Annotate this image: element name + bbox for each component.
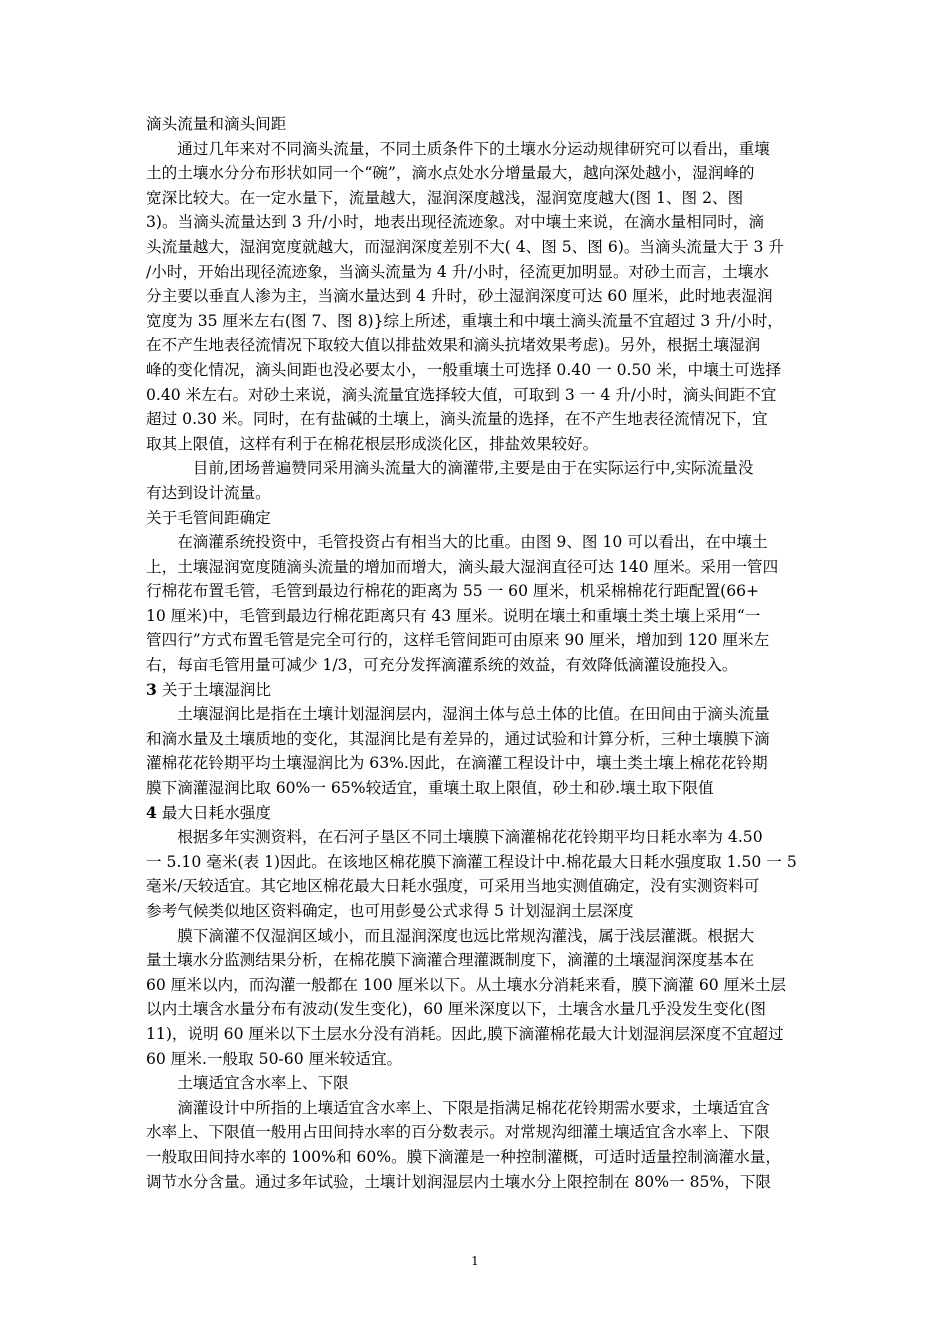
section-heading-lateral-spacing: 关于毛管间距确定 <box>146 508 271 527</box>
text-line: 头流量越大，湿润宽度就越大，而湿润深度差别不大( 4、图 5、图 6)。当滴头流量大于 3 升 <box>146 237 785 256</box>
text-line: 管四行”方式布置毛管是完全可行的，这样毛管间距可由原来 90 厘米，增加到 120 厘米左 <box>146 631 770 650</box>
section-heading-max-water-use <box>146 801 808 826</box>
section-dripper-flow <box>146 137 808 506</box>
section-moisture-limits <box>146 1096 808 1194</box>
page-number: 1 <box>471 1254 479 1268</box>
text-line: 分主要以垂直人渗为主，当滴水量达到 4 升时，砂土湿润深度可达 60 厘米，此时地表湿润 <box>146 287 773 306</box>
text-line: 毫米/天较适宜。其它地区棉花最大日耗水强度，可采用当地实测值确定，没有实测资料可 <box>146 877 760 896</box>
text-line: 3)。当滴头流量达到 3 升/小时，地表出现径流迹象。对中壤土来说，在滴水量相同时，滴 <box>146 213 765 232</box>
text-line: 超过 0.30 米。同时，在有盐碱的土壤上，滴头流量的选择，在不产生地表径流情况下，宜 <box>146 410 768 429</box>
text-line: 土壤湿润比是指在土壤计划湿润层内，湿润土体与总土体的比值。在田间由于滴头流量 <box>146 705 770 724</box>
text-line: 有达到设计流量。 <box>146 483 271 502</box>
text-line: 60 厘米.一般取 50-60 厘米较适宜。 <box>146 1049 403 1068</box>
text-line: 60 厘米以内，而沟灌一般都在 100 厘米以下。从土壤水分消耗来看，膜下滴灌 60 厘米土层 <box>146 975 787 994</box>
text-line: 一 5.10 毫米(表 1)因此。在该地区棉花膜下滴灌工程设计中.棉花最大日耗水强度取 1.50 一 5 <box>146 852 797 871</box>
text-line: 11)，说明 60 厘米以下土层水分没有消耗。因此,膜下滴灌棉花最大计划湿润层深度不宜超过 <box>146 1024 784 1043</box>
text-line: 宽深比较大。在一定水量下，流量越大，湿润深度越浅，湿润宽度越大(图 1、图 2、图 <box>146 188 744 207</box>
section-heading-wetting-ratio <box>146 678 808 703</box>
section-heading-moisture-limits: 土壤适宜含水率上、下限 <box>146 1074 349 1093</box>
text-line: 调节水分含量。通过多年试验，土壤计划润湿层内土壤水分上限控制在 80%一 85%，下限 <box>146 1172 772 1191</box>
section-number: 3 <box>146 679 157 699</box>
text-line: 0.40 米左右。对砂土来说，滴头流量宜选择较大值，可取到 3 一 4 升/小时，滴头间距不宜 <box>146 385 777 404</box>
text-line: 宽度为 35 厘米左右(图 7、图 8)}综上所述，重壤土和中壤土滴头流量不宜超过 3 升/小时， <box>146 311 783 330</box>
text-line: 右，每亩毛管用量可减少 1/3，可充分发挥滴灌系统的效益，有效降低滴灌设施投入。 <box>146 656 738 675</box>
text-line: 量土壤水分监测结果分析，在棉花膜下滴灌合理灌溉制度下，滴灌的土壤湿润深度基本在 <box>146 951 755 970</box>
document-body <box>146 112 808 1194</box>
section-title: 最大日耗水强度 <box>156 803 271 822</box>
text-line: 一般取田间持水率的 100%和 60%。膜下滴灌是一种控制灌概，可适时适量控制滴灌水量， <box>146 1147 781 1166</box>
text-line: 水率上、下限值一般用占田间持水率的百分数表示。对常规沟细灌土壤适宜含水率上、下限 <box>146 1123 770 1142</box>
text-line: 膜下滴灌不仅湿润区域小，而且湿润深度也远比常规沟灌浅，属于浅层灌溉。根据大 <box>146 926 755 945</box>
text-line: 和滴水量及土壤质地的变化，其湿润比是有差异的，通过试验和计算分析，三种土壤膜下滴 <box>146 729 770 748</box>
text-line: 在不产生地表径流情况下取较大值以排盐效果和滴头抗堵效果考虑)。另外，根据土壤湿润 <box>146 336 761 355</box>
text-line: 参考气候类似地区资料确定，也可用彭曼公式求得 5 计划湿润土层深度 <box>146 902 634 920</box>
section-title: 关于土壤湿润比 <box>156 680 271 699</box>
text-line: 以内土壤含水量分布有波动(发生变化)，60 厘米深度以下，土壤含水量几乎没发生变化(图 <box>146 1000 767 1019</box>
text-line: 取其上限值，这样有利于在棉花根层形成淡化区，排盐效果较好。 <box>146 434 599 453</box>
text-line: 峰的变化情况，滴头间距也没必要太小，一般重壤土可选择 0.40 一 0.50 米，中壤土可选择 <box>146 360 782 379</box>
text-line: 10 厘米)中，毛管到最边行棉花距离只有 43 厘米。说明在壤土和重壤土类土壤上采用“一 <box>146 606 761 625</box>
text-line: 行棉花布置毛管，毛管到最边行棉花的距离为 55 一 60 厘米，机采棉棉花行距配置(66+ <box>146 582 760 601</box>
text-line: 膜下滴灌湿润比取 60%一 65%较适宜，重壤土取上限值，砂土和砂.壤土取下限值 <box>146 779 714 798</box>
text-line: /小时，开始出现径流迹象，当滴头流量为 4 升/小时，径流更加明显。对砂土而言，土壤水 <box>146 262 769 281</box>
text-line: 根据多年实测资料，在石河子垦区不同土壤膜下滴灌棉花花铃期平均日耗水率为 4.50 <box>146 828 763 847</box>
section-wetting-ratio <box>146 702 808 800</box>
section-lateral-spacing <box>146 530 808 678</box>
section-heading-dripper-flow: 滴头流量和滴头间距 <box>146 115 287 133</box>
text-line: 滴灌设计中所指的上壤适宜含水率上、下限是指满足棉花花铃期需水要求，土壤适宜含 <box>146 1098 770 1117</box>
section-number: 4 <box>146 802 157 822</box>
text-line: 在滴灌系统投资中，毛管投资占有相当大的比重。由图 9、图 10 可以看出，在中壤土 <box>146 533 768 552</box>
text-line: 灌棉花花铃期平均土壤湿润比为 63%.因此，在滴灌工程设计中，壤土类土壤上棉花花铃期 <box>146 754 768 773</box>
text-line: 上，土壤湿润宽度随滴头流量的增加而增大，滴头最大湿润直径可达 140 厘米。采用一管四 <box>146 557 779 576</box>
text-line: 通过几年来对不同滴头流量，不同土质条件下的土壤水分运动规律研究可以看出，重壤 <box>146 139 770 158</box>
text-line: 土的土壤水分分布形状如同一个“碗”，滴水点处水分增量最大，越向深处越小，湿润峰的 <box>146 164 755 183</box>
text-line: 目前,团场普遍赞同采用滴头流量大的滴灌带,主要是由于在实际运行中,实际流量没 <box>146 459 754 478</box>
section-max-water-use <box>146 825 808 1071</box>
